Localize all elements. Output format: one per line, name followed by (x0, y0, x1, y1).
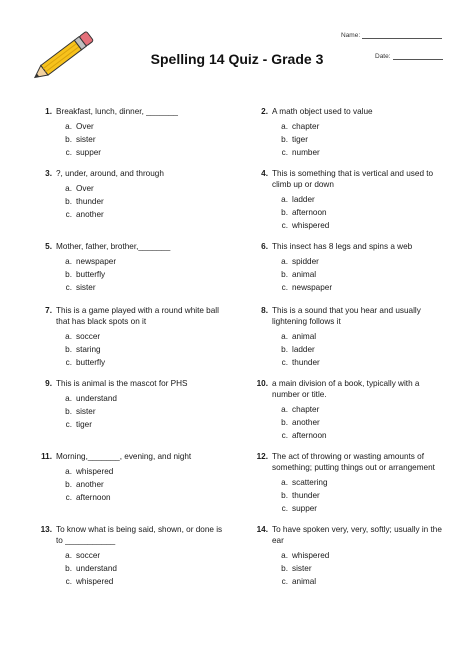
option-text: animal (292, 332, 317, 341)
option-text: supper (292, 504, 318, 513)
option-list (252, 403, 442, 442)
question-text: This is something that is vertical and used to climb up or down (272, 169, 434, 189)
option-text: newspaper (292, 283, 333, 292)
option-list (36, 182, 226, 221)
option-text: whispered (292, 551, 330, 560)
answer-option[interactable] (252, 502, 442, 515)
option-letter: b. (65, 197, 72, 206)
answer-option[interactable] (36, 465, 226, 478)
answer-option[interactable] (252, 403, 442, 416)
question-text: Mother, father, brother,_______ (56, 242, 171, 251)
option-letter: a. (281, 551, 288, 560)
question (252, 451, 442, 515)
option-letter: c. (281, 221, 288, 230)
option-list (36, 549, 226, 588)
answer-option[interactable] (252, 330, 442, 343)
option-letter: a. (65, 122, 72, 131)
question (252, 168, 442, 232)
option-text: soccer (76, 332, 101, 341)
answer-option[interactable] (36, 392, 226, 405)
question-number: 12. (256, 452, 268, 461)
question-text: This is a game played with a round white ball that has black spots on it (56, 306, 219, 326)
option-text: thunder (292, 491, 320, 500)
option-text: whispered (76, 577, 114, 586)
answer-option[interactable] (36, 330, 226, 343)
question-text: Breakfast, lunch, dinner, _______ (56, 107, 178, 116)
answer-option[interactable] (252, 281, 442, 294)
option-letter: a. (65, 184, 72, 193)
option-letter: c. (281, 431, 288, 440)
question-text: To have spoken very, very, softly; usually in the ear (272, 525, 442, 545)
option-letter: b. (65, 407, 72, 416)
option-letter: b. (65, 564, 72, 573)
question-text: a main division of a book, typically with a number or title. (272, 379, 420, 399)
option-text: sister (76, 283, 96, 292)
option-text: Over (76, 122, 94, 131)
question-text: A math object used to value (272, 107, 373, 116)
option-text: spidder (292, 257, 319, 266)
option-text: animal (292, 577, 317, 586)
answer-option[interactable] (252, 356, 442, 369)
option-list (36, 120, 226, 159)
page-title: Spelling 14 Quiz - Grade 3 (150, 51, 324, 67)
option-text: staring (76, 345, 101, 354)
answer-option[interactable] (36, 405, 226, 418)
question-text: This is animal is the mascot for PHS (56, 379, 188, 388)
question (36, 241, 226, 294)
option-letter: c. (65, 148, 72, 157)
option-letter: c. (281, 358, 288, 367)
question (36, 168, 226, 221)
option-letter: b. (65, 345, 72, 354)
option-text: whispered (76, 467, 114, 476)
option-letter: a. (65, 551, 72, 560)
option-letter: a. (65, 394, 72, 403)
answer-option[interactable] (36, 195, 226, 208)
option-letter: c. (65, 577, 72, 586)
question-number: 13. (40, 525, 52, 534)
answer-option[interactable] (36, 133, 226, 146)
question (36, 524, 226, 588)
option-letter: c. (281, 577, 288, 586)
answer-option[interactable] (36, 255, 226, 268)
question-number: 5. (45, 242, 52, 251)
question (36, 106, 226, 159)
answer-option[interactable] (252, 476, 442, 489)
option-letter: a. (281, 257, 288, 266)
name-label: Name: (341, 32, 361, 39)
question-number: 4. (261, 169, 268, 178)
option-list (252, 549, 442, 588)
option-list (252, 193, 442, 232)
answer-option[interactable] (252, 489, 442, 502)
answer-option[interactable] (252, 255, 442, 268)
option-letter: a. (281, 478, 288, 487)
answer-option[interactable] (36, 418, 226, 431)
option-letter: b. (281, 135, 288, 144)
question-number: 9. (45, 379, 52, 388)
option-letter: c. (65, 283, 72, 292)
question (252, 241, 442, 294)
answer-option[interactable] (252, 575, 442, 588)
option-text: sister (292, 564, 312, 573)
question-number: 14. (256, 525, 268, 534)
option-text: animal (292, 270, 317, 279)
answer-option[interactable] (252, 193, 442, 206)
option-text: understand (76, 564, 117, 573)
option-letter: a. (281, 195, 288, 204)
option-text: another (292, 418, 320, 427)
option-letter: b. (65, 270, 72, 279)
name-line[interactable] (362, 38, 442, 39)
question (252, 305, 442, 369)
question-text: This insect has 8 legs and spins a web (272, 242, 413, 251)
date-label: Date: (375, 53, 391, 60)
option-list (252, 120, 442, 159)
answer-option[interactable] (252, 549, 442, 562)
option-text: whispered (292, 221, 330, 230)
option-list (36, 465, 226, 504)
option-text: newspaper (76, 257, 117, 266)
answer-option[interactable] (36, 356, 226, 369)
answer-option[interactable] (252, 429, 442, 442)
question-number: 3. (45, 169, 52, 178)
option-text: ladder (292, 195, 315, 204)
option-text: afternoon (292, 208, 327, 217)
option-text: another (76, 480, 104, 489)
option-text: afternoon (292, 431, 327, 440)
question-number: 11. (41, 452, 52, 461)
answer-option[interactable] (36, 549, 226, 562)
option-letter: c. (65, 210, 72, 219)
option-text: butterfly (76, 270, 106, 279)
answer-option[interactable] (36, 491, 226, 504)
option-list (36, 255, 226, 294)
option-letter: a. (65, 332, 72, 341)
option-text: sister (76, 135, 96, 144)
option-letter: c. (65, 493, 72, 502)
option-letter: b. (65, 480, 72, 489)
question-text: Morning,_______, evening, and night (56, 452, 192, 461)
option-letter: a. (281, 332, 288, 341)
answer-option[interactable] (252, 343, 442, 356)
question-number: 2. (261, 107, 268, 116)
answer-option[interactable] (36, 208, 226, 221)
option-text: ladder (292, 345, 315, 354)
option-text: another (76, 210, 104, 219)
answer-option[interactable] (36, 268, 226, 281)
option-letter: a. (281, 122, 288, 131)
option-letter: a. (281, 405, 288, 414)
option-letter: b. (281, 345, 288, 354)
option-list (252, 255, 442, 294)
answer-option[interactable] (36, 478, 226, 491)
answer-option[interactable] (36, 281, 226, 294)
question (252, 106, 442, 159)
option-letter: b. (281, 208, 288, 217)
question-text: The act of throwing or wasting amounts of something; putting things out or arrangement (272, 452, 435, 472)
option-text: soccer (76, 551, 101, 560)
question-number: 8. (261, 306, 268, 315)
option-list (252, 476, 442, 515)
answer-option[interactable] (252, 416, 442, 429)
question (36, 378, 226, 431)
option-text: supper (76, 148, 102, 157)
option-letter: b. (281, 418, 288, 427)
option-letter: c. (281, 148, 288, 157)
option-letter: c. (65, 358, 72, 367)
answer-option[interactable] (36, 182, 226, 195)
question-number: 7. (45, 306, 52, 315)
option-text: number (292, 148, 320, 157)
option-text: scattering (292, 478, 328, 487)
answer-option[interactable] (36, 120, 226, 133)
answer-option[interactable] (252, 219, 442, 232)
question-number: 10. (256, 379, 268, 388)
question (36, 451, 226, 504)
option-text: chapter (292, 405, 320, 414)
answer-option[interactable] (36, 562, 226, 575)
option-letter: b. (65, 135, 72, 144)
option-letter: b. (281, 270, 288, 279)
option-text: chapter (292, 122, 320, 131)
answer-option[interactable] (36, 575, 226, 588)
question (36, 305, 226, 369)
question-text: ?, under, around, and through (56, 169, 164, 178)
option-letter: c. (281, 504, 288, 513)
option-letter: c. (281, 283, 288, 292)
option-text: tiger (76, 420, 92, 429)
question-text: To know what is being said, shown, or done is to ___________ (56, 525, 223, 545)
answer-option[interactable] (252, 268, 442, 281)
option-text: thunder (76, 197, 104, 206)
option-text: sister (76, 407, 96, 416)
answer-option[interactable] (252, 133, 442, 146)
option-letter: a. (65, 257, 72, 266)
question-number: 6. (261, 242, 268, 251)
option-text: understand (76, 394, 117, 403)
answer-option[interactable] (252, 206, 442, 219)
answer-option[interactable] (252, 562, 442, 575)
option-list (36, 330, 226, 369)
answer-option[interactable] (252, 146, 442, 159)
answer-option[interactable] (36, 343, 226, 356)
option-letter: a. (65, 467, 72, 476)
option-text: Over (76, 184, 94, 193)
question-number: 1. (45, 107, 52, 116)
name-field[interactable] (341, 32, 442, 39)
option-letter: b. (281, 564, 288, 573)
question-text: This is a sound that you hear and usually lightening follows it (272, 306, 421, 326)
option-text: thunder (292, 358, 320, 367)
option-text: afternoon (76, 493, 111, 502)
option-letter: c. (65, 420, 72, 429)
answer-option[interactable] (36, 146, 226, 159)
option-text: tiger (292, 135, 308, 144)
option-text: butterfly (76, 358, 106, 367)
option-list (36, 392, 226, 431)
option-letter: b. (281, 491, 288, 500)
answer-option[interactable] (252, 120, 442, 133)
option-list (252, 330, 442, 369)
question (252, 524, 442, 588)
question (252, 378, 442, 442)
